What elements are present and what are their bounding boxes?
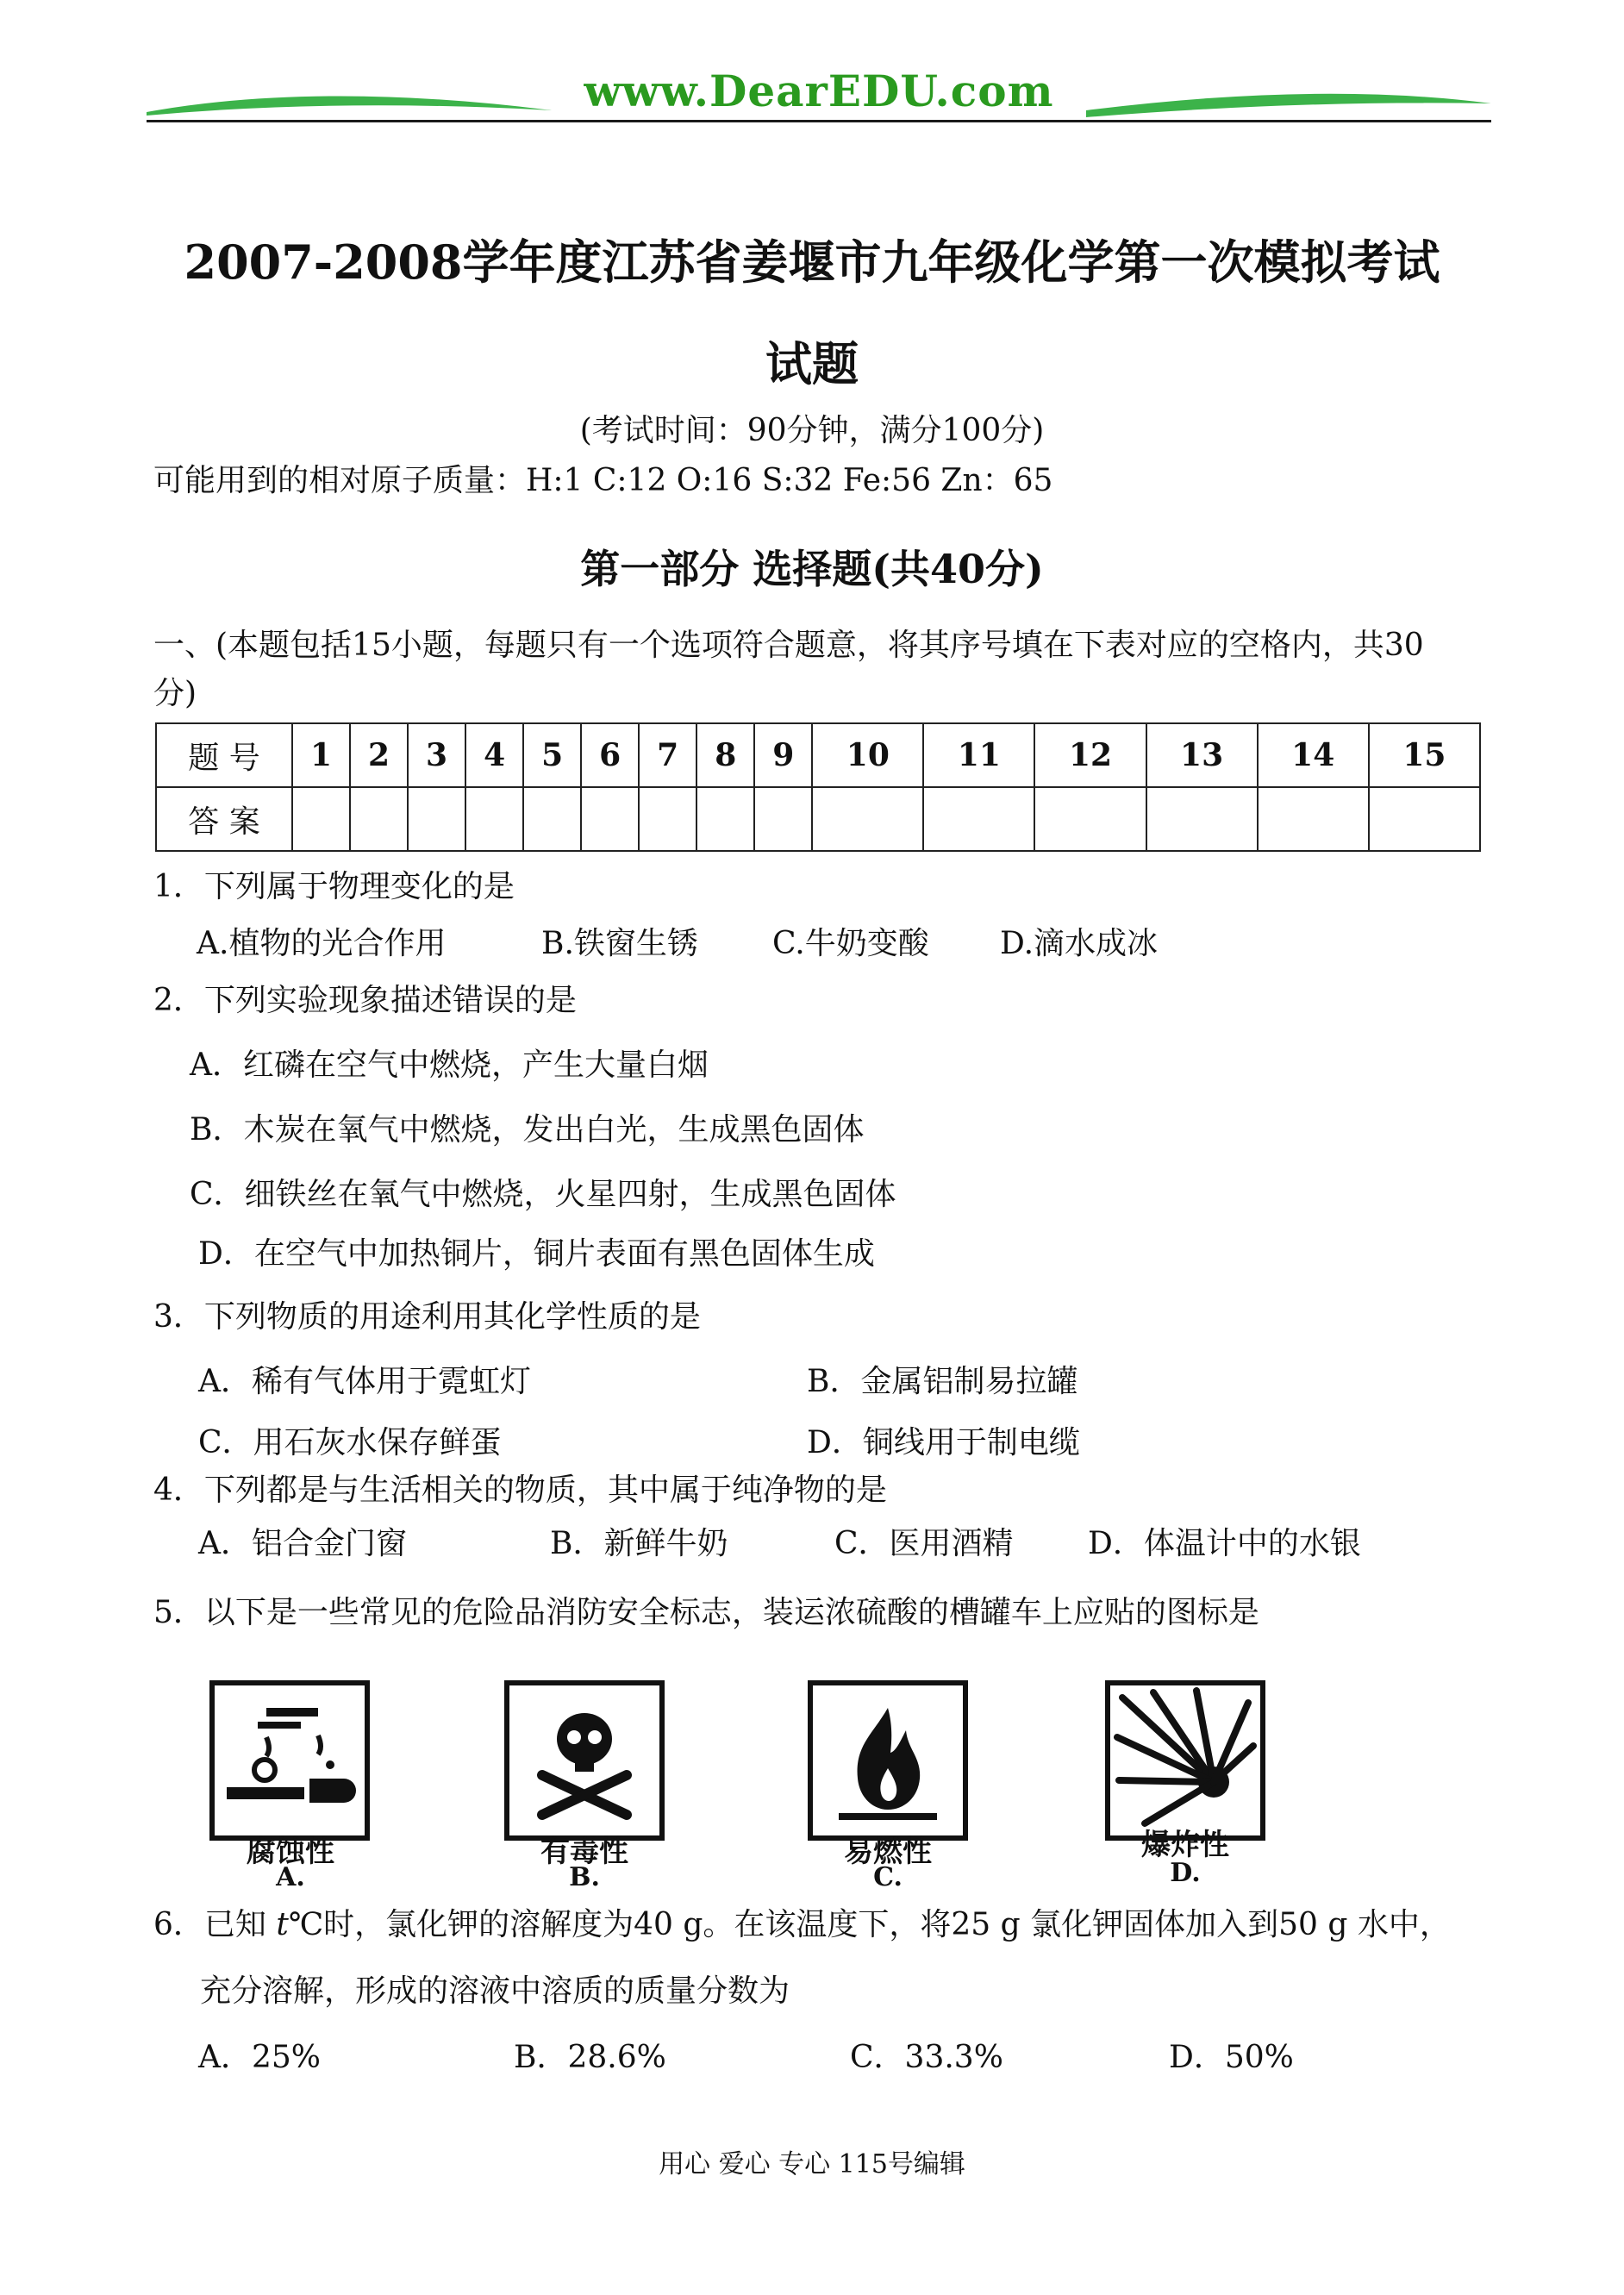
corrosive-sign — [209, 1680, 370, 1841]
exam-info: (考试时间：90分钟，满分100分) — [579, 413, 1045, 448]
answer-cell[interactable] — [812, 787, 923, 851]
atomic-masses: 可能用到的相对原子质量：H:1 C:12 O:16 S:32 Fe:56 Zn：65 — [153, 463, 1053, 498]
explosive-sign — [1105, 1680, 1265, 1841]
q3-option-b: B．金属铝制易拉罐 — [807, 1364, 1078, 1399]
instructions-line2: 分) — [153, 676, 197, 711]
answer-cell[interactable] — [581, 787, 639, 851]
sign-label-c: 易燃性 — [844, 1835, 932, 1869]
q6-option-c: C．33.3% — [850, 2040, 1003, 2075]
question-2-stem: 2．下列实验现象描述错误的是 — [153, 983, 577, 1018]
question-number-cell: 2 — [350, 723, 408, 787]
question-number-cell: 4 — [465, 723, 523, 787]
question-number-cell: 12 — [1034, 723, 1146, 787]
sign-letter-c: C. — [873, 1862, 903, 1892]
answer-table — [155, 722, 1481, 852]
answer-cell[interactable] — [523, 787, 581, 851]
question-6-stem-line2: 充分溶解，形成的溶液中溶质的质量分数为 — [200, 1973, 790, 2009]
flammable-sign — [808, 1680, 968, 1841]
header-cell-answer: 答 案 — [156, 787, 292, 851]
page-title: 2007-2008学年度江苏省姜堰市九年级化学第一次模拟考试 — [184, 235, 1440, 290]
sign-letter-a: A. — [276, 1862, 305, 1892]
answer-cell[interactable] — [292, 787, 350, 851]
q4-option-b: B．新鲜牛奶 — [550, 1526, 728, 1561]
page-footer: 用心 爱心 专心 115号编辑 — [659, 2149, 965, 2179]
corrosive-icon — [215, 1685, 365, 1835]
question-number-cell: 10 — [812, 723, 923, 787]
question-1-stem: 1．下列属于物理变化的是 — [153, 869, 515, 904]
answer-cell[interactable] — [923, 787, 1034, 851]
question-number-cell: 9 — [754, 723, 812, 787]
q6-stem-post: ℃时，氯化钾的溶解度为40 g。在该温度下，将25 g 氯化钾固体加入到50 g 水中， — [288, 1907, 1451, 1942]
answer-cell[interactable] — [350, 787, 408, 851]
q6-option-b: B．28.6% — [514, 2040, 666, 2075]
q3-option-c: C．用石灰水保存鲜蛋 — [198, 1425, 502, 1460]
banner-rule — [147, 120, 1491, 122]
question-number-cell: 15 — [1369, 723, 1480, 787]
question-number-cell: 13 — [1146, 723, 1258, 787]
answer-cell[interactable] — [1369, 787, 1480, 851]
q2-option-d: D．在空气中加热铜片，铜片表面有黑色固体生成 — [198, 1236, 875, 1272]
q1-option-b: B.铁窗生锈 — [541, 926, 698, 961]
q2-option-b: B．木炭在氧气中燃烧，发出白光，生成黑色固体 — [190, 1112, 865, 1148]
question-number-cell: 1 — [292, 723, 350, 787]
q4-option-c: C．医用酒精 — [834, 1526, 1014, 1561]
q4-option-a: A．铝合金门窗 — [198, 1526, 407, 1561]
question-number-cell: 6 — [581, 723, 639, 787]
question-number-cell: 11 — [923, 723, 1034, 787]
answer-cell[interactable] — [754, 787, 812, 851]
q2-option-a: A．红磷在空气中燃烧，产生大量白烟 — [190, 1047, 709, 1083]
sign-letter-b: B. — [569, 1862, 600, 1892]
answer-cell[interactable] — [1258, 787, 1369, 851]
flame-icon — [813, 1685, 963, 1835]
q1-option-c: C.牛奶变酸 — [772, 926, 929, 961]
question-5-stem: 5．以下是一些常见的危险品消防安全标志，装运浓硫酸的槽罐车上应贴的图标是 — [153, 1595, 1259, 1630]
answer-cell[interactable] — [696, 787, 754, 851]
site-name: www.DearEDU.com — [584, 66, 1054, 116]
q1-option-a: A.植物的光合作用 — [197, 926, 447, 961]
question-4-stem: 4．下列都是与生活相关的物质，其中属于纯净物的是 — [153, 1473, 887, 1508]
q6-stem-t: t — [276, 1907, 289, 1942]
page-title-line2: 试题 — [765, 336, 859, 391]
answer-cell[interactable] — [465, 787, 523, 851]
question-3-stem: 3．下列物质的用途利用其化学性质的是 — [153, 1299, 701, 1335]
answer-cell[interactable] — [1146, 787, 1258, 851]
q6-option-a: A．25% — [198, 2040, 322, 2075]
table-row-answers — [156, 787, 1480, 851]
q6-stem-pre: 6．已知 — [153, 1907, 277, 1942]
instructions-line1: 一、(本题包括15小题，每题只有一个选项符合题意，将其序号填在下表对应的空格内，共30 — [153, 628, 1424, 663]
toxic-sign — [504, 1680, 665, 1841]
question-number-cell: 8 — [696, 723, 754, 787]
explosion-icon — [1110, 1685, 1260, 1835]
sign-label-d: 爆炸性 — [1141, 1828, 1229, 1862]
sign-label-b: 有毒性 — [540, 1835, 628, 1869]
q2-option-c: C．细铁丝在氧气中燃烧，火星四射，生成黑色固体 — [190, 1177, 896, 1212]
table-row-numbers — [156, 723, 1480, 787]
q4-option-d: D．体温计中的水银 — [1088, 1526, 1361, 1561]
skull-crossbones-icon — [509, 1685, 659, 1835]
answer-cell[interactable] — [639, 787, 696, 851]
question-6-stem — [153, 1905, 1451, 1944]
sign-letter-d: D. — [1170, 1858, 1201, 1888]
site-banner — [147, 60, 1491, 129]
q3-option-d: D．铜线用于制电缆 — [807, 1425, 1080, 1460]
question-number-cell: 7 — [639, 723, 696, 787]
q6-option-d: D．50% — [1169, 2040, 1294, 2075]
answer-cell[interactable] — [1034, 787, 1146, 851]
part1-title: 第一部分 选择题(共40分) — [580, 546, 1044, 592]
header-cell-number: 题 号 — [156, 723, 292, 787]
question-number-cell: 3 — [408, 723, 465, 787]
answer-cell[interactable] — [408, 787, 465, 851]
question-number-cell: 14 — [1258, 723, 1369, 787]
question-number-cell: 5 — [523, 723, 581, 787]
q1-option-d: D.滴水成冰 — [1000, 926, 1159, 961]
q3-option-a: A．稀有气体用于霓虹灯 — [198, 1364, 531, 1399]
sign-label-a: 腐蚀性 — [247, 1835, 334, 1869]
